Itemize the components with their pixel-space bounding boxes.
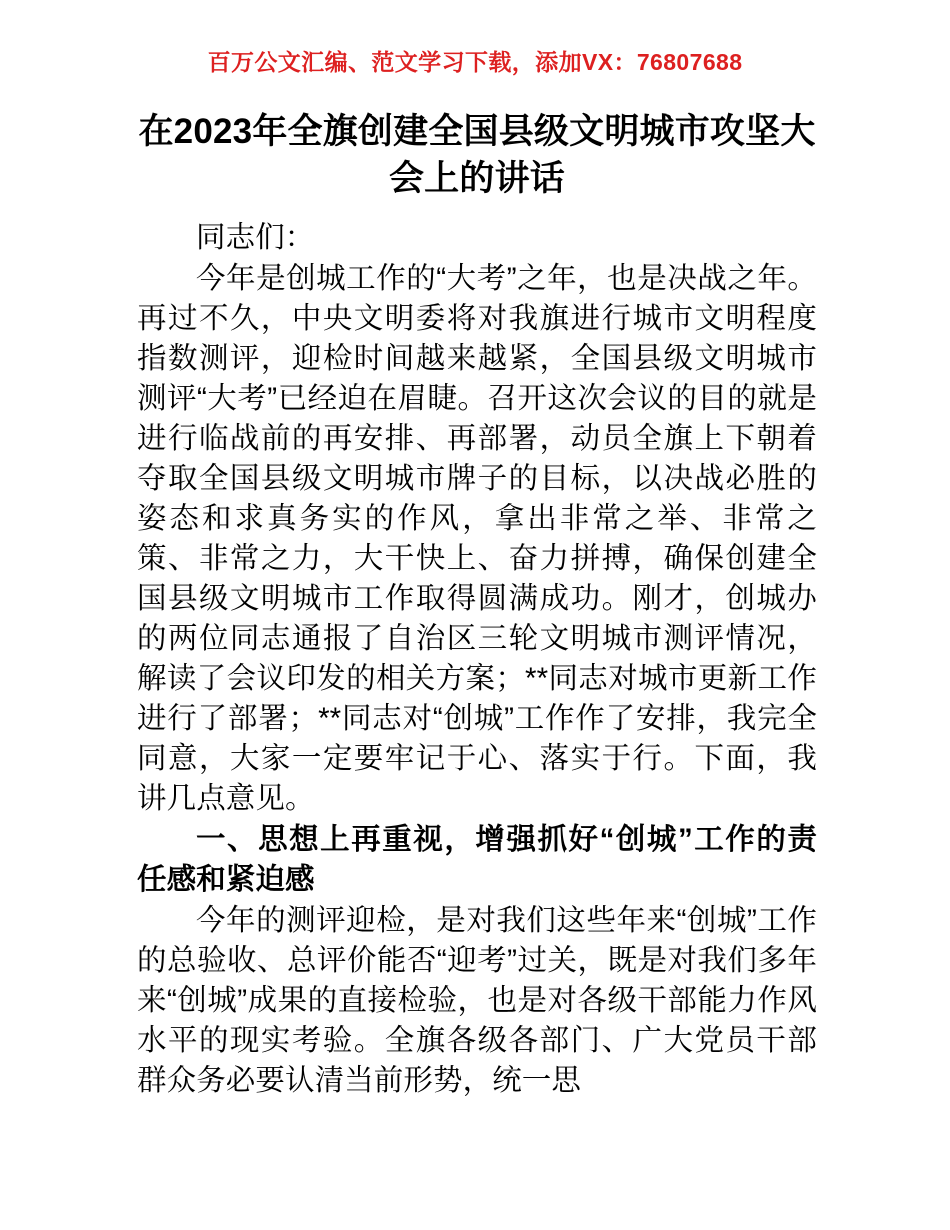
section-heading-1: 一、思想上再重视，增强抓好“创城”工作的责任感和紧迫感 (137, 823, 817, 896)
page-title: 在2023年全旗创建全国县级文明城市攻坚大会上的讲话 (138, 112, 816, 198)
document-body (137, 108, 817, 1102)
salutation-paragraph: 同志们： (196, 221, 315, 254)
body-paragraph-1: 今年是创城工作的“大考”之年，也是决战之年。再过不久，中央文明委将对我旗进行城市文明程度指数测评，迎检时间越来越紧，全国县级文明城市测评“大考”已经迫在眉睫。召开这次会议的目的就是进行临战前的再安排、再部署，动员全旗上下朝着夺取全国县级文明城市牌子的目标，以决战必胜的姿态和求真务实的作风，拿出非常之举、非常之策、非常之力，大干快上、奋力拼搏，确保创建全国县级文明城市工作取得圆满成功。刚才，创城办的两位同志通报了自治区三轮文明城市测评情况，解读了会议印发的相关方案；**同志对城市更新工作进行了部署；**同志对“创城”工作作了安排，我完全同意，大家一定要牢记于心、落实于行。下面，我讲几点意见。 (137, 262, 817, 815)
promo-watermark-banner: 百万公文汇编、范文学习下载，添加VX：76807688 (207, 49, 743, 75)
body-paragraph-2: 今年的测评迎检，是对我们这些年来“创城”工作的总验收、总评价能否“迎考”过关，既是对我们多年来“创城”成果的直接检验，也是对各级干部能力作风水平的现实考验。全旗各级各部门、广大党员干部群众务必要认清当前形势，统一思 (137, 904, 817, 1097)
